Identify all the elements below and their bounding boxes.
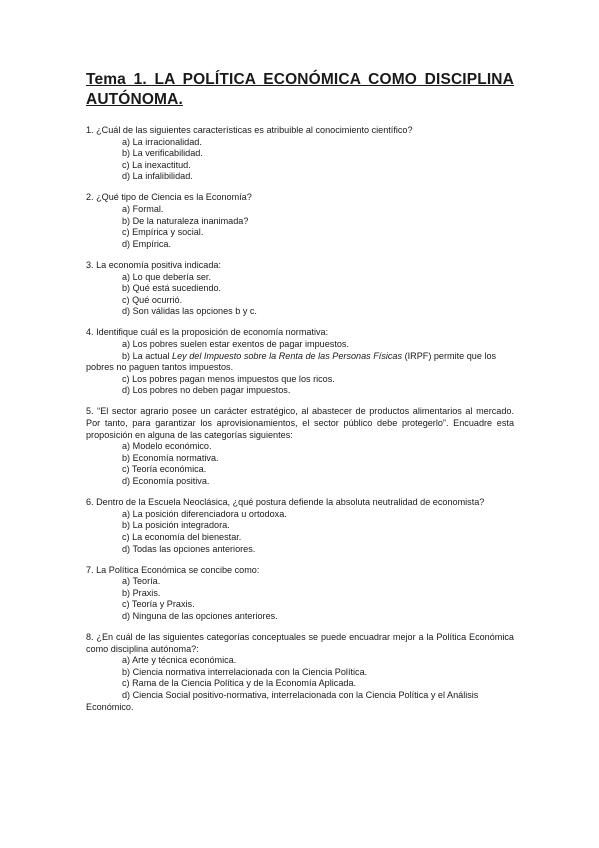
option-d: d) Ciencia Social positivo-normativa, interrelacionada con la Ciencia Política y el Análisis (122, 690, 479, 701)
law-name: Ley del Impuesto sobre la Renta de las Personas Físicas (172, 350, 403, 361)
option-b: b) La posición integradora. (122, 520, 230, 531)
option-c: c) Teoría económica. (122, 464, 207, 475)
option-b-continuation: pobres no paguen tantos impuestos. (86, 362, 234, 373)
option-b: b) Qué está sucediendo. (122, 283, 222, 294)
option-b: b) Ciencia normativa interrelacionada con la Ciencia Política. (122, 666, 368, 677)
option-c: c) Teoría y Praxis. (122, 599, 195, 610)
question-7 (86, 565, 514, 623)
option-a: a) La irracionalidad. (122, 136, 202, 147)
option-a: a) Lo que debería ser. (122, 271, 211, 282)
option-a: a) Formal. (122, 204, 164, 215)
option-d: d) Son válidas las opciones b y c. (122, 306, 257, 317)
option-b: b) La verificabilidad. (122, 148, 203, 159)
option-c: c) Qué ocurrió. (122, 294, 183, 305)
option-b-text: b) La actual (122, 350, 173, 361)
question-5 (86, 406, 514, 487)
question-3 (86, 260, 514, 318)
question-8 (86, 632, 514, 713)
question-stem: 7. La Política Económica se concibe como: (86, 564, 260, 575)
option-c: c) La inexactitud. (122, 159, 191, 170)
option-d: d) Empírica. (122, 238, 172, 249)
option-c: c) La economía del bienestar. (122, 531, 242, 542)
question-2 (86, 192, 514, 250)
question-stem: 2. ¿Qué tipo de Ciencia es la Economía? (86, 192, 252, 203)
option-c: c) Los pobres pagan menos impuestos que los ricos. (122, 373, 335, 384)
option-d: d) Ninguna de las opciones anteriores. (122, 610, 278, 621)
option-d: d) La infalibilidad. (122, 171, 193, 182)
option-b-text-end: (IRPF) permite que los (402, 350, 497, 361)
question-1 (86, 125, 514, 183)
question-4 (86, 327, 514, 397)
question-6 (86, 497, 514, 555)
option-a: a) Modelo económico. (122, 441, 212, 452)
page-title: Tema 1. LA POLÍTICA ECONÓMICA COMO DISCIPLINA AUTÓNOMA. (86, 71, 514, 108)
option-a: a) Teoría. (122, 576, 161, 587)
question-stem: 8. ¿En cuál de las siguientes categorías conceptuales se puede encuadrar mejor a la Política Económica como disciplina autónoma?: (86, 632, 514, 654)
option-a: a) Los pobres suelen estar exentos de pagar impuestos. (122, 339, 349, 349)
option-b: b) Economía normativa. (122, 452, 219, 463)
question-stem: 3. La economía positiva indicada: (86, 259, 221, 270)
option-d: d) Los pobres no deben pagar impuestos. (122, 385, 291, 396)
option-c: c) Rama de la Ciencia Política y de la Economía Aplicada. (122, 678, 357, 689)
option-d: d) Todas las opciones anteriores. (122, 543, 256, 554)
option-d: d) Economía positiva. (122, 476, 210, 487)
question-stem: 5. “El sector agrario posee un carácter estratégico, al abastecer de productos alimentarios al mercado. Por tanto, para garantizar los aprovisionamientos, el sector público debe protegerlo”. Encuadre esta proposición en alguna de las categorías siguientes: (86, 406, 514, 440)
option-a: a) Arte y técnica económica. (122, 655, 237, 666)
option-b: b) De la naturaleza inanimada? (122, 215, 249, 226)
question-stem: 4. Identifique cuál es la proposición de economía normativa: (86, 327, 329, 338)
question-stem: 1. ¿Cuál de las siguientes características es atribuible al conocimiento científico? (86, 125, 413, 135)
option-d-continuation: Económico. (86, 701, 134, 712)
option-b: b) Praxis. (122, 587, 161, 598)
option-c: c) Empírica y social. (122, 227, 204, 238)
option-b (122, 351, 514, 363)
question-stem: 6. Dentro de la Escuela Neoclásica, ¿qué postura defiende la absoluta neutralidad de economista? (86, 497, 485, 508)
option-a: a) La posición diferenciadora u ortodoxa. (122, 508, 287, 519)
